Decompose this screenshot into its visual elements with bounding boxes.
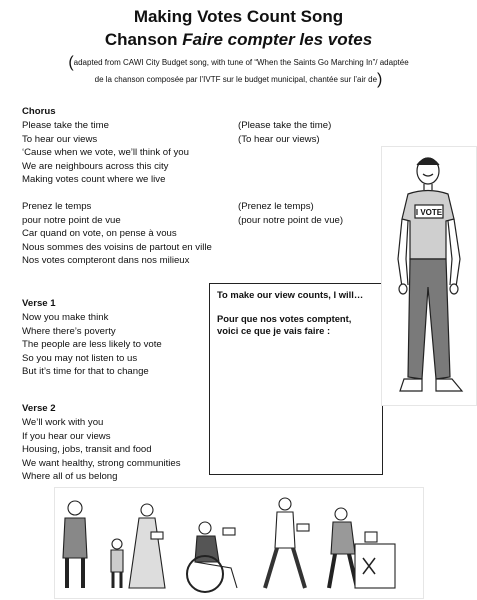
man-left-shoe [400, 379, 422, 391]
chorus-french-echo: (Prenez le temps) [238, 201, 314, 212]
person-walker [279, 498, 291, 510]
song-title: Making Votes Count Song [133, 7, 344, 26]
person-older-man [68, 501, 82, 515]
chorus-english-echo: (To hear our views) [238, 133, 320, 145]
verse1-line: So you may not listen to us [22, 352, 138, 364]
subtitle-open-paren: ( [68, 54, 74, 71]
verse2-line: Housing, jobs, transit and food [22, 444, 152, 456]
man-right-shoe [436, 379, 462, 391]
chorus-english-line: ‘Cause when we vote, we’ll think of you [22, 147, 189, 159]
chorus-french-line: Prenez le temps [22, 201, 92, 212]
ballot-paper [365, 532, 377, 542]
subtitle-line-1 [0, 56, 477, 70]
subtitle-line-2-text: de la chanson composée par l’IVTF sur le budget municipal, chantée sur l’air de [94, 75, 378, 84]
subtitle-line-1-text: adapted from CAWI City Budget song, with tune of “When the Saints Go Marching In”/ adaptée [73, 58, 409, 67]
person-woman [141, 504, 153, 516]
subtitle-close-paren: ) [377, 71, 383, 88]
person-wheelchair-user [199, 522, 211, 534]
chorus-french-line: pour notre point de vue [22, 214, 121, 226]
ballot-paper [297, 524, 309, 531]
title-french-prefix: Chanson [104, 30, 183, 49]
pledge-box[interactable] [209, 283, 383, 475]
pledge-french: Pour que nos votes comptent, voici ce que je vais faire : [217, 312, 352, 336]
standing-man-illustration [381, 146, 477, 406]
ballot-box [355, 544, 395, 588]
verse2-heading: Verse 2 [22, 403, 56, 414]
ballot-paper [151, 532, 163, 539]
chorus-english-line: Making votes count where we live [22, 174, 166, 186]
chorus-english-line: Please take the time [22, 120, 109, 131]
chorus-english-echo: (Please take the time) [238, 120, 332, 131]
chorus-french-line: Nos votes compteront dans nos milieux [22, 255, 190, 267]
shirt-text: I VOTE [415, 208, 443, 217]
verse2-line: We want healthy, strong communities [22, 457, 181, 469]
ballot-paper [223, 528, 235, 535]
verse1-line: Where there’s poverty [22, 325, 116, 337]
subtitle-line-2 [0, 73, 477, 87]
chorus-english-line: We are neighbours across this city [22, 160, 169, 172]
chorus-french-line: Car quand on vote, on pense à vous [22, 228, 177, 240]
verse2-line: If you hear our views [22, 430, 111, 442]
verse2-line: We’ll work with you [22, 417, 104, 428]
pledge-english: To make our view counts, I will… [217, 289, 364, 300]
chorus-heading: Chorus [22, 106, 56, 117]
voting-crowd-illustration [54, 487, 424, 599]
person-voter [335, 508, 347, 520]
verse1-line: Now you make think [22, 312, 109, 323]
title-french-italic: Faire compter les votes [182, 30, 373, 49]
person-child [112, 539, 122, 549]
chorus-english-line: To hear our views [22, 133, 98, 145]
verse1-line: But it’s time for that to change [22, 366, 149, 378]
song-title-french [0, 29, 477, 50]
verse1-heading: Verse 1 [22, 298, 56, 309]
man-shirt [402, 191, 454, 260]
verse2-line: Where all of us belong [22, 471, 118, 483]
man-pants [408, 259, 450, 379]
chorus-french-line: Nous sommes des voisins de partout en ville [22, 241, 212, 253]
chorus-french-echo: (pour notre point de vue) [238, 214, 344, 226]
verse1-line: The people are less likely to vote [22, 339, 162, 351]
